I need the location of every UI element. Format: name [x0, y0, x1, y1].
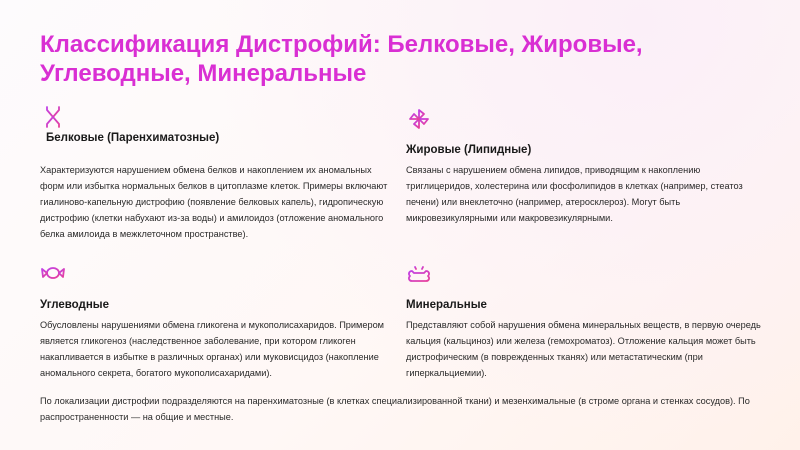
- section-heading: Жировые (Липидные): [406, 144, 532, 156]
- section-text: Представляют собой нарушения обмена минеральных веществ, в первую очередь кальция (кальциноз) или железа (гемохроматоз). Отложение кальция может быть дистрофическим (в поврежденных тканях) или метастатическим (при гиперкальциемии).: [406, 320, 761, 378]
- page-title: Классификация Дистрофий: Белковые, Жировые, Углеводные, Минеральные: [40, 31, 643, 87]
- candy-icon: [40, 260, 66, 286]
- section-heading: Белковые (Паренхиматозные): [46, 132, 220, 144]
- pinwheel-icon: [406, 106, 432, 132]
- section-heading: Углеводные: [40, 299, 110, 311]
- section-text: Связаны с нарушением обмена липидов, приводящим к накоплению триглицеридов, холестерина или фосфолипидов в клетках (например, стеатоз печени) или внеклеточно (например, атеросклероз). Могут быть микровезикулярными или макровезикулярными.: [406, 165, 743, 223]
- section-heading: Минеральные: [406, 299, 487, 311]
- hourglass-icon: [40, 104, 66, 130]
- bone-icon: [406, 262, 432, 288]
- section-text: Обусловлены нарушениями обмена гликогена и мукополисахаридов. Примером является гликогеноз (наследственное заболевание, при котором гликоген накапливается в избытке в различных органах) или муковисцидоз (накопление аномального секрета, богатого мукополисахаридами).: [40, 320, 384, 378]
- section-text: Характеризуются нарушением обмена белков и накоплением их аномальных форм или избытка нормальных белков в цитоплазме клеток. Примеры включают гиалиново-капельную дистрофию (появление белковых капель), гидропическую дистрофию (клетки набухают из-за воды) и амилоидоз (отложение аномального белка амилоида в межклеточном пространстве).: [40, 165, 388, 239]
- footer-note: По локализации дистрофии подразделяются на паренхиматозные (в клетках специализированной ткани) и мезенхимальные (в строме органа и стенках сосудов). По распространенности — на общие и местные.: [40, 396, 750, 422]
